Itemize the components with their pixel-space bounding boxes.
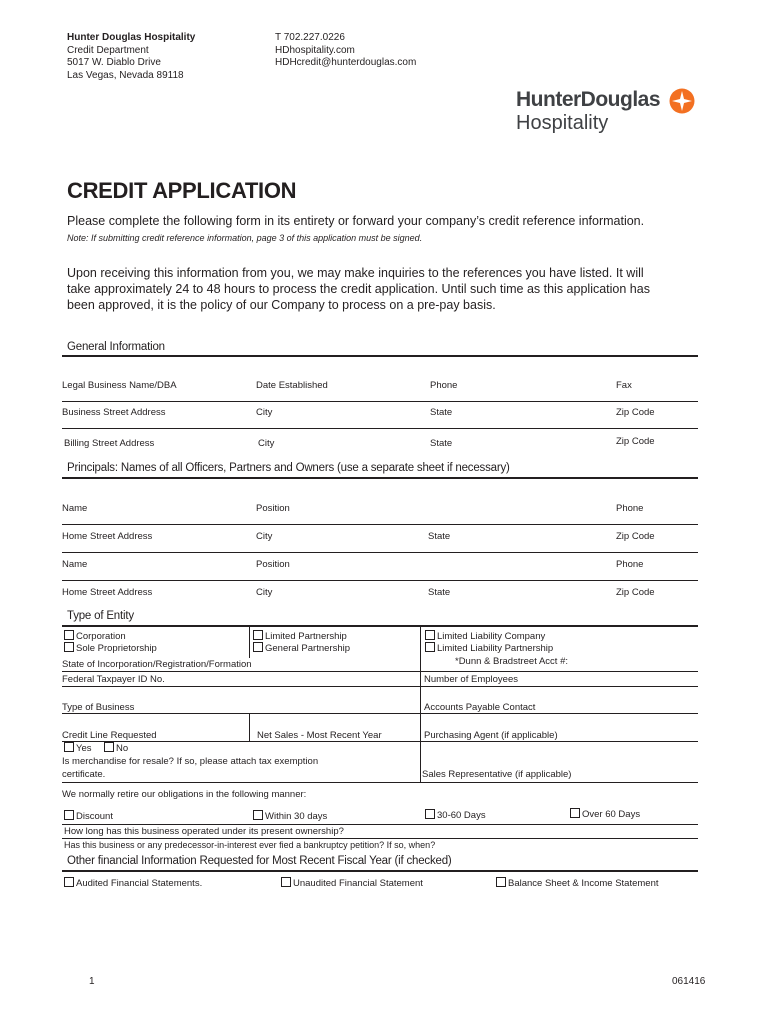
hunter-douglas-star-icon xyxy=(669,88,695,114)
days3060-option[interactable] xyxy=(425,809,486,821)
resale-question: Is merchandise for resale? If so, please attach tax exemption xyxy=(62,756,319,767)
business-type-field[interactable]: Type of Business xyxy=(62,702,135,713)
divider xyxy=(62,824,698,825)
ownership-duration-field[interactable]: How long has this business operated under its present ownership? xyxy=(64,826,344,837)
limited-partnership-checkbox[interactable] xyxy=(253,630,263,640)
intro-text: Please complete the following form in its entirety or forward your company’s credit reference information. xyxy=(67,214,645,228)
divider xyxy=(62,401,698,402)
principal2-state-field[interactable]: State xyxy=(428,587,451,598)
credit-line-field[interactable]: Credit Line Requested xyxy=(62,730,157,741)
principal-city-field[interactable]: City xyxy=(256,531,273,542)
form-code: 061416 xyxy=(672,976,706,987)
discount-label: Discount xyxy=(76,811,113,822)
llp-checkbox[interactable] xyxy=(425,642,435,652)
principal2-phone-field[interactable]: Phone xyxy=(616,559,644,570)
days3060-checkbox[interactable] xyxy=(425,809,435,819)
principal2-zip-field[interactable]: Zip Code xyxy=(616,587,655,598)
contact-email[interactable]: HDHcredit@hunterdouglas.com xyxy=(275,57,417,68)
audited-option[interactable] xyxy=(64,877,202,889)
divider xyxy=(62,782,698,783)
divider xyxy=(62,838,698,839)
general-partnership-checkbox[interactable] xyxy=(253,642,263,652)
billing-street-field[interactable]: Billing Street Address xyxy=(64,438,155,449)
divider xyxy=(62,477,698,479)
llp-option[interactable] xyxy=(425,642,553,654)
discount-checkbox[interactable] xyxy=(64,810,74,820)
within30-option[interactable] xyxy=(253,810,327,822)
date-established-field[interactable]: Date Established xyxy=(256,380,328,391)
discount-option[interactable] xyxy=(64,810,113,822)
page-title: CREDIT APPLICATION xyxy=(67,178,297,203)
no-option[interactable] xyxy=(104,742,128,754)
fax-field[interactable]: Fax xyxy=(616,380,632,391)
entity-heading: Type of Entity xyxy=(67,610,134,622)
divider xyxy=(62,428,698,429)
certificate-text: certificate. xyxy=(62,769,106,780)
yes-option[interactable] xyxy=(64,742,92,754)
principal-state-field[interactable]: State xyxy=(428,531,451,542)
city-field[interactable]: City xyxy=(256,407,273,418)
billing-state-field[interactable]: State xyxy=(430,438,453,449)
corporation-option[interactable] xyxy=(64,630,126,642)
dunn-bradstreet-field[interactable]: *Dunn & Bradstreet Acct #: xyxy=(455,656,569,667)
divider xyxy=(62,524,698,525)
principal2-position-field[interactable]: Position xyxy=(256,559,290,570)
logo-line1: HunterDouglas xyxy=(516,88,661,111)
company-name: Hunter Douglas Hospitality xyxy=(67,32,196,43)
unaudited-checkbox[interactable] xyxy=(281,877,291,887)
audited-label: Audited Financial Statements. xyxy=(76,878,203,889)
page-number: 1 xyxy=(89,976,95,987)
retire-text: We normally retire our obligations in the following manner: xyxy=(62,789,307,800)
street-address: 5017 W. Diablo Drive xyxy=(67,57,161,68)
bankruptcy-field[interactable]: Has this business or any predecessor-in-interest ever fied a bankruptcy petition? If so, when? xyxy=(64,840,436,850)
divider xyxy=(62,580,698,581)
financial-heading: Other financial Information Requested for Most Recent Fiscal Year (if checked) xyxy=(67,855,452,867)
corporation-checkbox[interactable] xyxy=(64,630,74,640)
divider xyxy=(249,625,250,658)
net-sales-field[interactable]: Net Sales - Most Recent Year xyxy=(257,730,382,741)
logo-line2: Hospitality xyxy=(516,112,609,134)
sole-checkbox[interactable] xyxy=(64,642,74,652)
days3060-label: 30-60 Days xyxy=(437,810,486,821)
no-label: No xyxy=(116,743,129,754)
balance-sheet-option[interactable] xyxy=(496,877,659,889)
llc-label: Limited Liability Company xyxy=(437,631,546,642)
hunter-douglas-logo xyxy=(516,88,698,140)
over60-option[interactable] xyxy=(570,808,640,820)
divider xyxy=(62,355,698,357)
sole-label: Sole Proprietorship xyxy=(76,643,157,654)
employees-field[interactable]: Number of Employees xyxy=(424,674,518,685)
phone-field[interactable]: Phone xyxy=(430,380,458,391)
billing-zip-field[interactable]: Zip Code xyxy=(616,436,655,447)
general-info-heading: General Information xyxy=(67,341,165,353)
processing-paragraph: Upon receiving this information from you, we may make inquiries to the references you have listed. It will take approximately 24 to 48 hours to process the credit application. Until such time as this application has been approved, it is the policy of our Company to process on a pre-pay basis. xyxy=(67,266,650,312)
purchasing-agent-field[interactable]: Purchasing Agent (if applicable) xyxy=(424,730,558,741)
unaudited-label: Unaudited Financial Statement xyxy=(293,878,423,889)
zip-field[interactable]: Zip Code xyxy=(616,407,655,418)
llc-checkbox[interactable] xyxy=(425,630,435,640)
limited-partnership-label: Limited Partnership xyxy=(265,631,347,642)
llp-label: Limited Liability Partnership xyxy=(437,643,554,654)
divider xyxy=(420,686,421,782)
divider xyxy=(62,625,698,627)
general-partnership-option[interactable] xyxy=(253,642,350,654)
within30-label: Within 30 days xyxy=(265,811,328,822)
note-text: Note: If submitting credit reference information, page 3 of this application must be signed. xyxy=(67,233,423,243)
principal-zip-field[interactable]: Zip Code xyxy=(616,531,655,542)
unaudited-option[interactable] xyxy=(281,877,423,889)
audited-checkbox[interactable] xyxy=(64,877,74,887)
sales-rep-field[interactable]: Sales Representative (if applicable) xyxy=(422,769,572,780)
over60-checkbox[interactable] xyxy=(570,808,580,818)
principal-position-field[interactable]: Position xyxy=(256,503,290,514)
limited-partnership-option[interactable] xyxy=(253,630,347,642)
balance-sheet-label: Balance Sheet & Income Statement xyxy=(508,878,659,889)
principal-name-field[interactable]: Name xyxy=(62,503,88,514)
state-field[interactable]: State xyxy=(430,407,453,418)
divider xyxy=(420,625,421,686)
no-checkbox[interactable] xyxy=(104,742,114,752)
over60-label: Over 60 Days xyxy=(582,809,641,820)
sole-option[interactable] xyxy=(64,642,157,654)
principal-phone-field[interactable]: Phone xyxy=(616,503,644,514)
within30-checkbox[interactable] xyxy=(253,810,263,820)
yes-label: Yes xyxy=(76,743,92,754)
business-street-field[interactable]: Business Street Address xyxy=(62,407,166,418)
billing-city-field[interactable]: City xyxy=(258,438,275,449)
state-incorporation-field[interactable]: State of Incorporation/Registration/Formation xyxy=(62,659,252,670)
principal2-home-field[interactable]: Home Street Address xyxy=(62,587,153,598)
balance-sheet-checkbox[interactable] xyxy=(496,877,506,887)
divider xyxy=(62,713,698,714)
principal2-name-field[interactable]: Name xyxy=(62,559,88,570)
divider xyxy=(249,713,250,741)
company-address-block xyxy=(67,32,195,82)
divider xyxy=(62,552,698,553)
city-state-zip: Las Vegas, Nevada 89118 xyxy=(67,69,184,81)
principal2-city-field[interactable]: City xyxy=(256,587,273,598)
general-partnership-label: General Partnership xyxy=(265,643,351,654)
corporation-label: Corporation xyxy=(76,631,126,642)
department: Credit Department xyxy=(67,44,149,56)
legal-name-field[interactable]: Legal Business Name/DBA xyxy=(62,380,177,391)
principal-home-field[interactable]: Home Street Address xyxy=(62,531,153,542)
ap-contact-field[interactable]: Accounts Payable Contact xyxy=(424,702,536,713)
contact-website[interactable]: HDhospitality.com xyxy=(275,44,355,56)
llc-option[interactable] xyxy=(425,630,545,642)
contact-phone: T 702.227.0226 xyxy=(275,32,345,43)
contact-block xyxy=(275,32,416,70)
divider xyxy=(62,671,698,672)
divider xyxy=(62,870,698,872)
divider xyxy=(62,741,698,742)
federal-id-field[interactable]: Federal Taxpayer ID No. xyxy=(62,674,165,685)
yes-checkbox[interactable] xyxy=(64,742,74,752)
principals-heading: Principals: Names of all Officers, Partners and Owners (use a separate sheet if necessary) xyxy=(67,462,510,474)
divider xyxy=(62,686,698,687)
